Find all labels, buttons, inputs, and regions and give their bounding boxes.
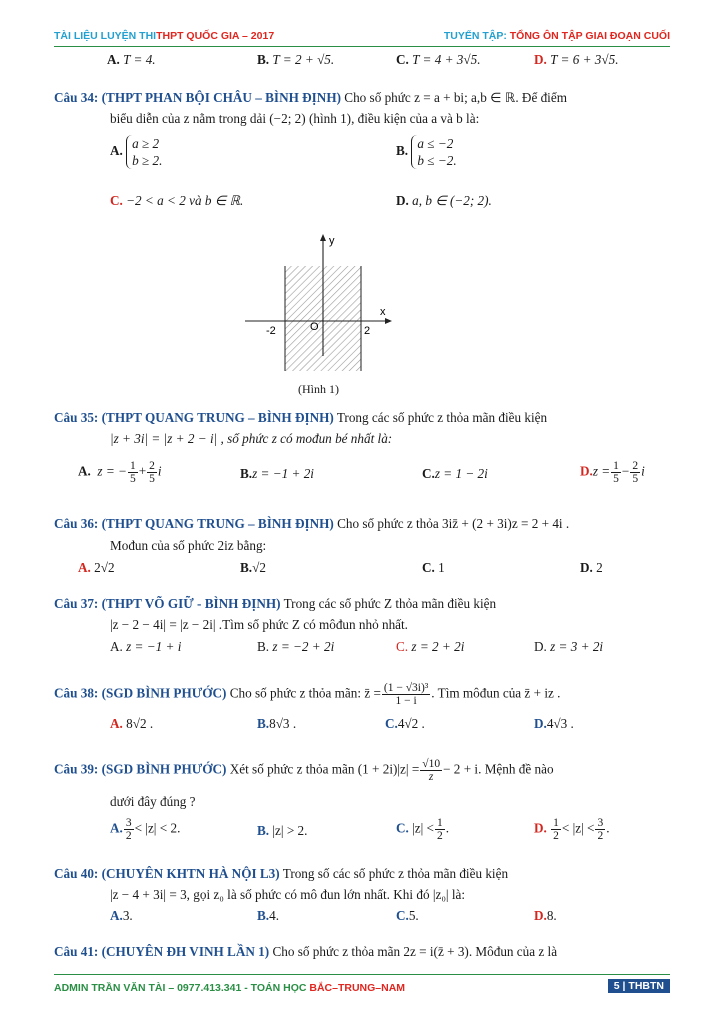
q34-line2: biểu diễn của z nằm trong dải (−2; 2) (hình 1), điều kiện của a và b là: [110,111,480,126]
footer-divider [54,974,670,975]
q34-line1: Câu 34: (THPT PHAN BỘI CHÂU – BÌNH ĐỊNH) Cho số phức z = a + bi; a,b ∈ ℝ. Để điểm [54,90,567,105]
q37-line2: |z − 2 − 4i| = |z − 2i| .Tìm số phức Z có môđun nhỏ nhất. [110,617,408,632]
origin-label: O [310,321,319,333]
q40-answer-c: C.5. [396,908,419,923]
q34-answer-b: B. a ≤ −2 b ≤ −2. [396,136,457,168]
q35-line2: |z + 3i| = |z + 2 − i| , số phức z có mođun bé nhất là: [110,431,393,446]
q35-line1: Câu 35: (THPT QUANG TRUNG – BÌNH ĐỊNH) Trong các số phức z thỏa mãn điều kiện [54,410,548,425]
q35-answer-d: D.z = $\frac{1}{5}$ − $\frac{2}{5}$ i [580,460,645,485]
q41-line1: Câu 41: (CHUYÊN ĐH VINH LẦN 1) Cho số phức z thỏa mãn 2z = i(z̄ + 3). Môđun của z là [54,944,558,959]
q34-answer-d: D. a, b ∈ (−2; 2). [396,193,492,208]
y-axis-arrow [320,234,326,241]
q36-answer-c: C. 1 [422,560,445,575]
top-answer-d: D. T = 6 + 3√5. [534,52,619,67]
axis-x-label: x [380,306,386,318]
q35-answer-b: B.z = −1 + 2i [240,466,314,481]
axis-y-label: y [329,235,335,247]
q34-answer-a: A. a ≥ 2 b ≥ 2. [110,136,163,168]
q40-answer-d: D.8. [534,908,557,923]
q39-answer-d: D. $\frac{1}{2}$ < |z| < $\frac{3}{2}$ . [534,817,610,842]
q38-line1: Câu 38: (SGD BÌNH PHƯỚC) Cho số phức z thỏa mãn: z̄ = $\frac{\text{(1 − √3i)³}}{1 - i}$ . Tìm môđun của z̄ + iz . [54,682,561,707]
tick-neg2: -2 [266,325,276,337]
q36-answer-b: B.√2 [240,560,266,575]
q40-line1: Câu 40: (CHUYÊN KHTN HÀ NỘI L3) Trong số các số phức z thỏa mãn điều kiện [54,866,509,881]
x-axis-arrow [385,318,392,324]
q36-answer-d: D. 2 [580,560,603,575]
q35-answer-c: C.z = 1 − 2i [422,466,488,481]
q39-answer-a: A. $\frac{3}{2}$ < |z| < 2. [110,817,181,842]
q37-answer-d: D. z = 3 + 2i [534,639,604,654]
q37-answer-c: C. z = 2 + 2i [396,639,465,654]
q39-line3: dưới đây đúng ? [110,794,196,809]
q38-answer-a: A. 8√2 . [110,716,154,731]
q34-answer-c: C. −2 < a < 2 và b ∈ ℝ. [110,193,244,208]
q38-answer-d: D.4√3 . [534,716,574,731]
top-answer-b: B. T = 2 + √5. [257,52,335,67]
q37-line1: Câu 37: (THPT VÕ GIỮ - BÌNH ĐỊNH) Trong các số phức Z thỏa mãn điều kiện [54,596,497,611]
header-right: TUYỂN TẬP: TỔNG ÔN TẬP GIAI ĐOẠN CUỐI [443,30,670,42]
q40-line2: |z − 4 + 3i| = 3, gọi z₀ là số phức có mô đun lớn nhất. Khi đó |z₀| là: [110,887,466,902]
page-footer [54,978,670,996]
top-answer-c: C. T = 4 + 3√5. [396,52,481,67]
footer-left: ADMIN TRẦN VĂN TÀI – 0977.413.341 - TOÁN HỌC BẮC–TRUNG–NAM [54,982,406,994]
q39-answer-c: C. |z| < $\frac{1}{2}$ . [396,817,450,842]
q36-line1: Câu 36: (THPT QUANG TRUNG – BÌNH ĐỊNH) Cho số phức z thỏa 3iz̄ + (2 + 3i)z = 2 + 4i . [54,516,570,531]
q36-line2: Mođun của số phức 2iz bằng: [110,538,267,553]
q37-answer-b: B. z = −2 + 2i [257,639,335,654]
q37-answer-a: A. z = −1 + i [110,639,182,654]
header-left: TÀI LIỆU LUYỆN THITHPT QUỐC GIA – 2017 [54,30,275,42]
strip-figure [230,228,400,378]
figure-caption: (Hình 1) [298,382,339,396]
page-number-badge: 5 | THBTN [608,979,670,993]
top-answer-a: A. T = 4. [107,52,156,67]
q40-answer-b: B.4. [257,908,279,923]
q38-answer-c: C.4√2 . [385,716,425,731]
q35-answer-a: A. z = − $\frac{1}{5}$ + $\frac{2}{5}$ i [78,460,162,485]
q40-answer-a: A.3. [110,908,133,923]
tick-2: 2 [364,325,371,337]
q38-answer-b: B.8√3 . [257,716,297,731]
q39-answer-b: B. |z| > 2. [257,823,308,838]
q36-answer-a: A. 2√2 [78,560,115,575]
header-divider [54,46,670,47]
q39-line1: Câu 39: (SGD BÌNH PHƯỚC) Xét số phức z thỏa mãn (1 + 2i)|z| = $\frac{√10}{z}$ − 2 + i. Mệnh đề nào [54,758,554,783]
